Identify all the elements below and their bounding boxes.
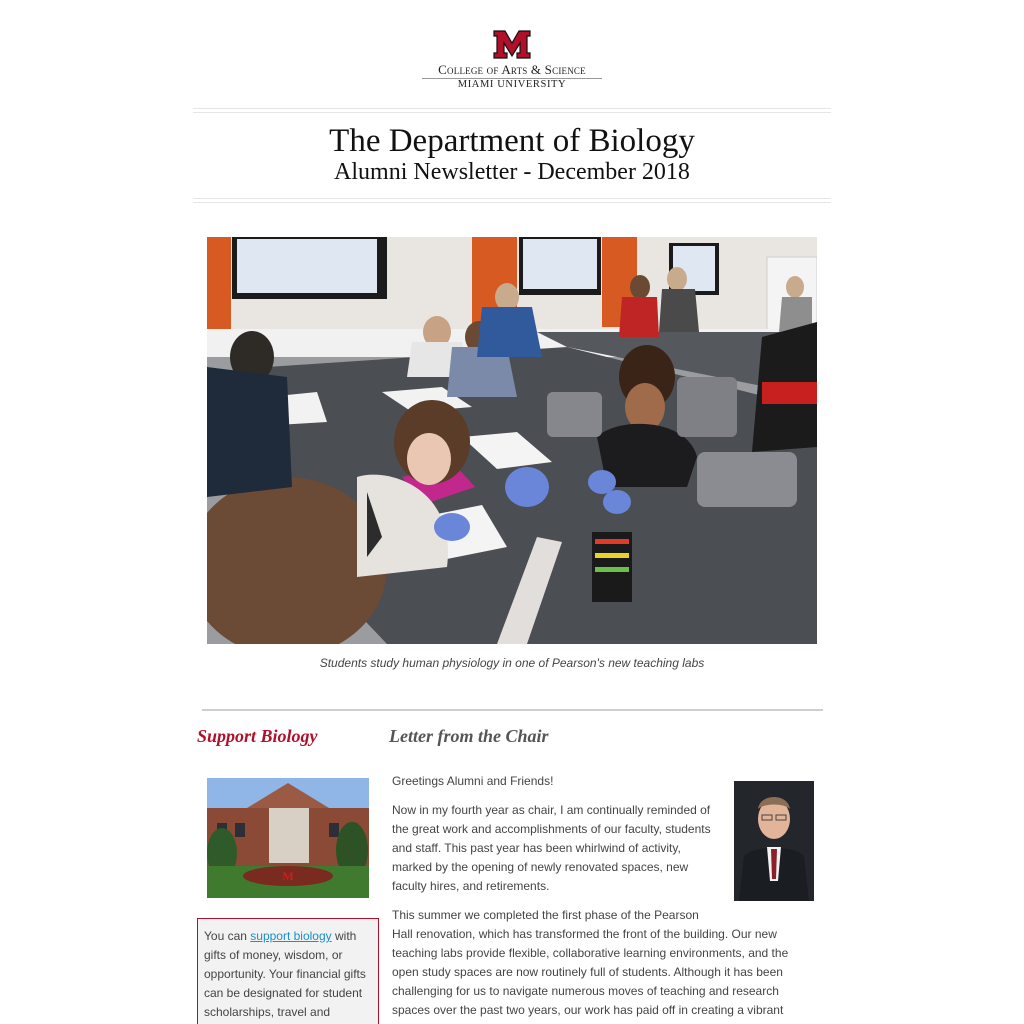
newsletter-title: The Department of Biology [329,123,695,159]
letter-greeting: Greetings Alumni and Friends! [392,774,554,788]
newsletter-subtitle: Alumni Newsletter - December 2018 [334,159,690,185]
svg-text:M: M [282,869,294,883]
header-divider-top [193,108,831,113]
college-name: College of Arts & Science [438,62,586,77]
hero-caption: Students study human physiology in one of Pearson's new teaching labs [319,656,705,670]
support-biology-box [197,918,379,1024]
letter-from-chair-heading: Letter from the Chair [389,726,549,746]
miami-m-logo [492,29,532,60]
letter-paragraph-2 [392,906,812,1020]
support-text-rest: with gifts of money, wisdom, or opportunity. Your financial gifts can be designated for student scholarships, travel and [204,929,366,1019]
pearson-hall-photo [207,778,369,898]
section-divider [202,709,823,711]
chair-portrait-photo [734,781,814,901]
support-text-start: You can [204,929,251,943]
university-name: MIAMI UNIVERSITY [457,79,567,90]
letter-paragraph-1: Now in my fourth year as chair, I am continually reminded of the great work and accomplishments of our faculty, students and staff. This past year has been whirlwind of activity, marked by the opening of newly renovated spaces, new faculty hires, and retirements. [392,803,711,893]
header-divider-bottom [193,198,831,203]
letter-paragraph-2-text: This summer we completed the first phase of the Pearson Hall renovation, which has transformed the front of the building. Our new teaching labs provide flexible, collaborative learning environments, and the open study spaces are now routinely full of students. Although it has been challenging for us to navigate numerous moves of teaching and research spaces over the past two years, our work has paid off in creating a vibrant [392,908,789,1017]
support-biology-heading: Support Biology [197,726,318,746]
support-biology-link[interactable]: support biology [250,929,332,943]
teaching-lab-photo [207,237,817,644]
portrait-wrap-spacer [700,906,812,925]
